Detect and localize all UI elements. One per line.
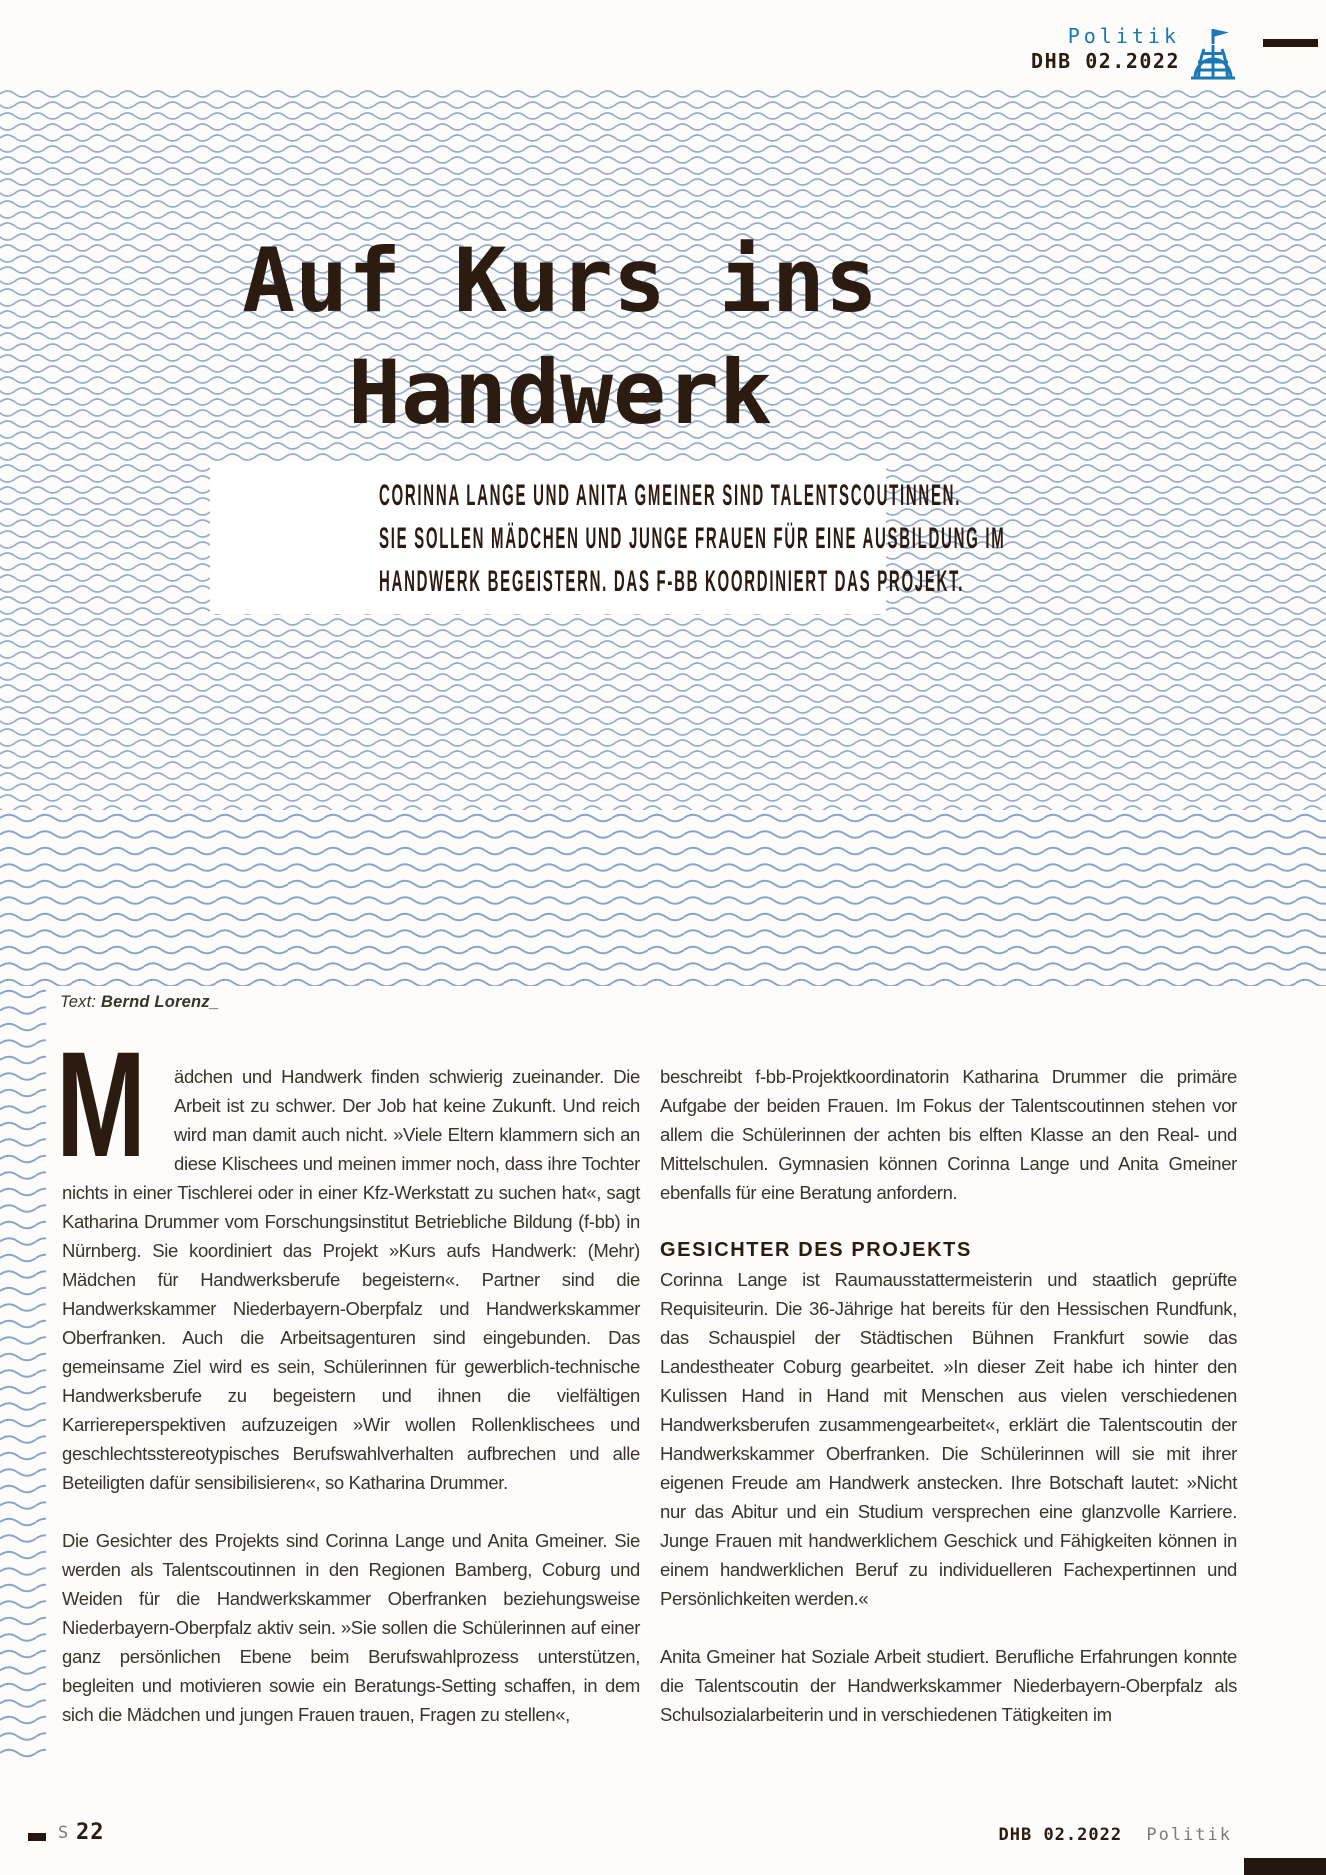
page-number: 22 (76, 1820, 105, 1845)
standfirst-line2: SIE SOLLEN MÄDCHEN UND JUNGE FRAUEN FÜR EINE AUSBILDUNG IM (379, 521, 1006, 555)
reichstag-dome-icon (1188, 26, 1238, 87)
credit-author: Bernd Lorenz (100, 993, 210, 1011)
wave-pattern-band-large (0, 810, 1326, 986)
standfirst-line3: HANDWERK BEGEISTERN. DAS F-BB KOORDINIERT DAS PROJEKT. (379, 564, 965, 598)
paragraph-text: ädchen und Handwerk finden schwierig zueinander. Die Arbeit ist zu schwer. Der Job hat keine Zukunft. Und reich wird man damit auch nicht. »Viele Eltern klammern sich an diese Klischees und meinen immer noch, dass ihre Tochter nichts in einer Tischlerei oder in einer Kfz-Werkstatt zu suchen hat«, sagt Katharina Drummer vom Forschungsinstitut Betriebliche Bildung (f-bb) in Nürnberg. Sie koordiniert das Projekt »Kurs aufs Handwerk: (Mehr) Mädchen für Handwerksberufe begeistern«. Partner sind die Handwerkskammer Niederbayern-Oberpfalz und Handwerkskammer Oberfranken. Auch die Arbeitsagenturen sind eingebunden. Das gemeinsame Ziel wird es sein, Schülerinnen für gewerblich-technische Handwerksberufe zu begeistern und ihnen die vielfältigen Karriereperspektiven aufzuzeigen »Wir wollen Rollenklischees und geschlechtsstereotypisches Berufswahlverhalten aufbrechen und alle Beteiligten dafür sensibilisieren«, so Katharina Drummer. (62, 1066, 640, 1493)
paragraph: Anita Gmeiner hat Soziale Arbeit studiert. Berufliche Erfahrungen konnte die Talentscoutin der Handwerkskammer Niederbayern-Oberpfalz als Schulsozialarbeiterin und in verschiedenen Tätigkeiten im (660, 1646, 1237, 1725)
footer-right (860, 1824, 1232, 1846)
paragraph (62, 1062, 640, 1497)
issue-label: DHB 02.2022 (1031, 49, 1180, 73)
footer-section: Politik (1146, 1825, 1232, 1845)
standfirst-line1: CORINNA LANGE UND ANITA GMEINER SIND TALENTSCOUTINNEN. (379, 478, 962, 512)
article-title-line2: Handwerk (348, 341, 772, 444)
article-title-line1: Auf Kurs ins (242, 229, 878, 332)
bottom-right-rule (1244, 1858, 1326, 1875)
paragraph: Corinna Lange ist Raumausstattermeisterin und staatlich geprüfte Requisiteurin. Die 36-Jährige hat bereits für den Hessischen Rundfunk, das Schauspiel der Städtischen Bühnen Frankfurt sowie das Landestheater Coburg gearbeitet. »In dieser Zeit habe ich hinter den Kulissen Hand in Hand mit Menschen aus vielen verschiedenen Handwerksberufen zusammengearbeitet«, erklärt die Talentscoutin der Handwerkskammer Oberfranken. Die Schülerinnen will sie mit ihrer eigenen Freude am Handwerk anstecken. Ihre Botschaft lautet: »Nicht nur das Abitur und ein Studium versprechen eine glanzvolle Karriere. Junge Frauen mit handwerklichem Geschick und Fähigkeiten können in einem handwerklichen Beruf zu individuelleren Fachexpertinnen und Persönlichkeiten werden.« (660, 1269, 1237, 1609)
footer-issue: DHB 02.2022 (998, 1825, 1123, 1845)
paragraph: Die Gesichter des Projekts sind Corinna Lange und Anita Gmeiner. Sie werden als Talentscoutinnen in den Regionen Bamberg, Coburg und Weiden für die Handwerkskammer Oberfranken beziehungsweise Niederbayern-Oberpfalz aktiv sein. »Sie sollen die Schülerinnen auf einer ganz persönlichen Ebene beim Berufswahlprozess unterstützen, begleiten und motivieren sowie ein Beratungs-Setting schaffen, in dem sich die Mädchen und jungen Frauen trauen, Fragen zu stellen«, (62, 1530, 640, 1725)
author-credit (60, 993, 219, 1012)
standfirst-box (210, 462, 1006, 614)
paragraph: beschreibt f-bb-Projektkoordinatorin Katharina Drummer die primäre Aufgabe der beiden Frauen. Im Fokus der Talentscoutinnen stehen vor allem die Schülerinnen der achten bis elften Klasse an den Real- und Mittelschulen. Gymnasien können Corinna Lange und Anita Gmeiner ebenfalls für eine Beratung anfordern. (660, 1066, 1237, 1203)
subheading: GESICHTER DES PROJEKTS (660, 1239, 972, 1261)
drop-cap-spacer (62, 1062, 174, 1150)
body-column-right (660, 1062, 1237, 1729)
top-right-rule (1263, 39, 1318, 47)
credit-suffix: _ (209, 993, 220, 1011)
wave-pattern-band-fine (0, 88, 1326, 810)
footer-dash (28, 1833, 46, 1841)
article-title (0, 225, 1120, 449)
credit-label: Text: (60, 993, 97, 1011)
page-number-prefix: S (58, 1823, 70, 1843)
wave-pattern-left-strip (0, 986, 46, 1762)
section-label: Politik (1067, 24, 1180, 48)
drop-cap: M (56, 1020, 146, 1188)
page-header (820, 24, 1180, 74)
body-column-left (62, 1062, 640, 1729)
